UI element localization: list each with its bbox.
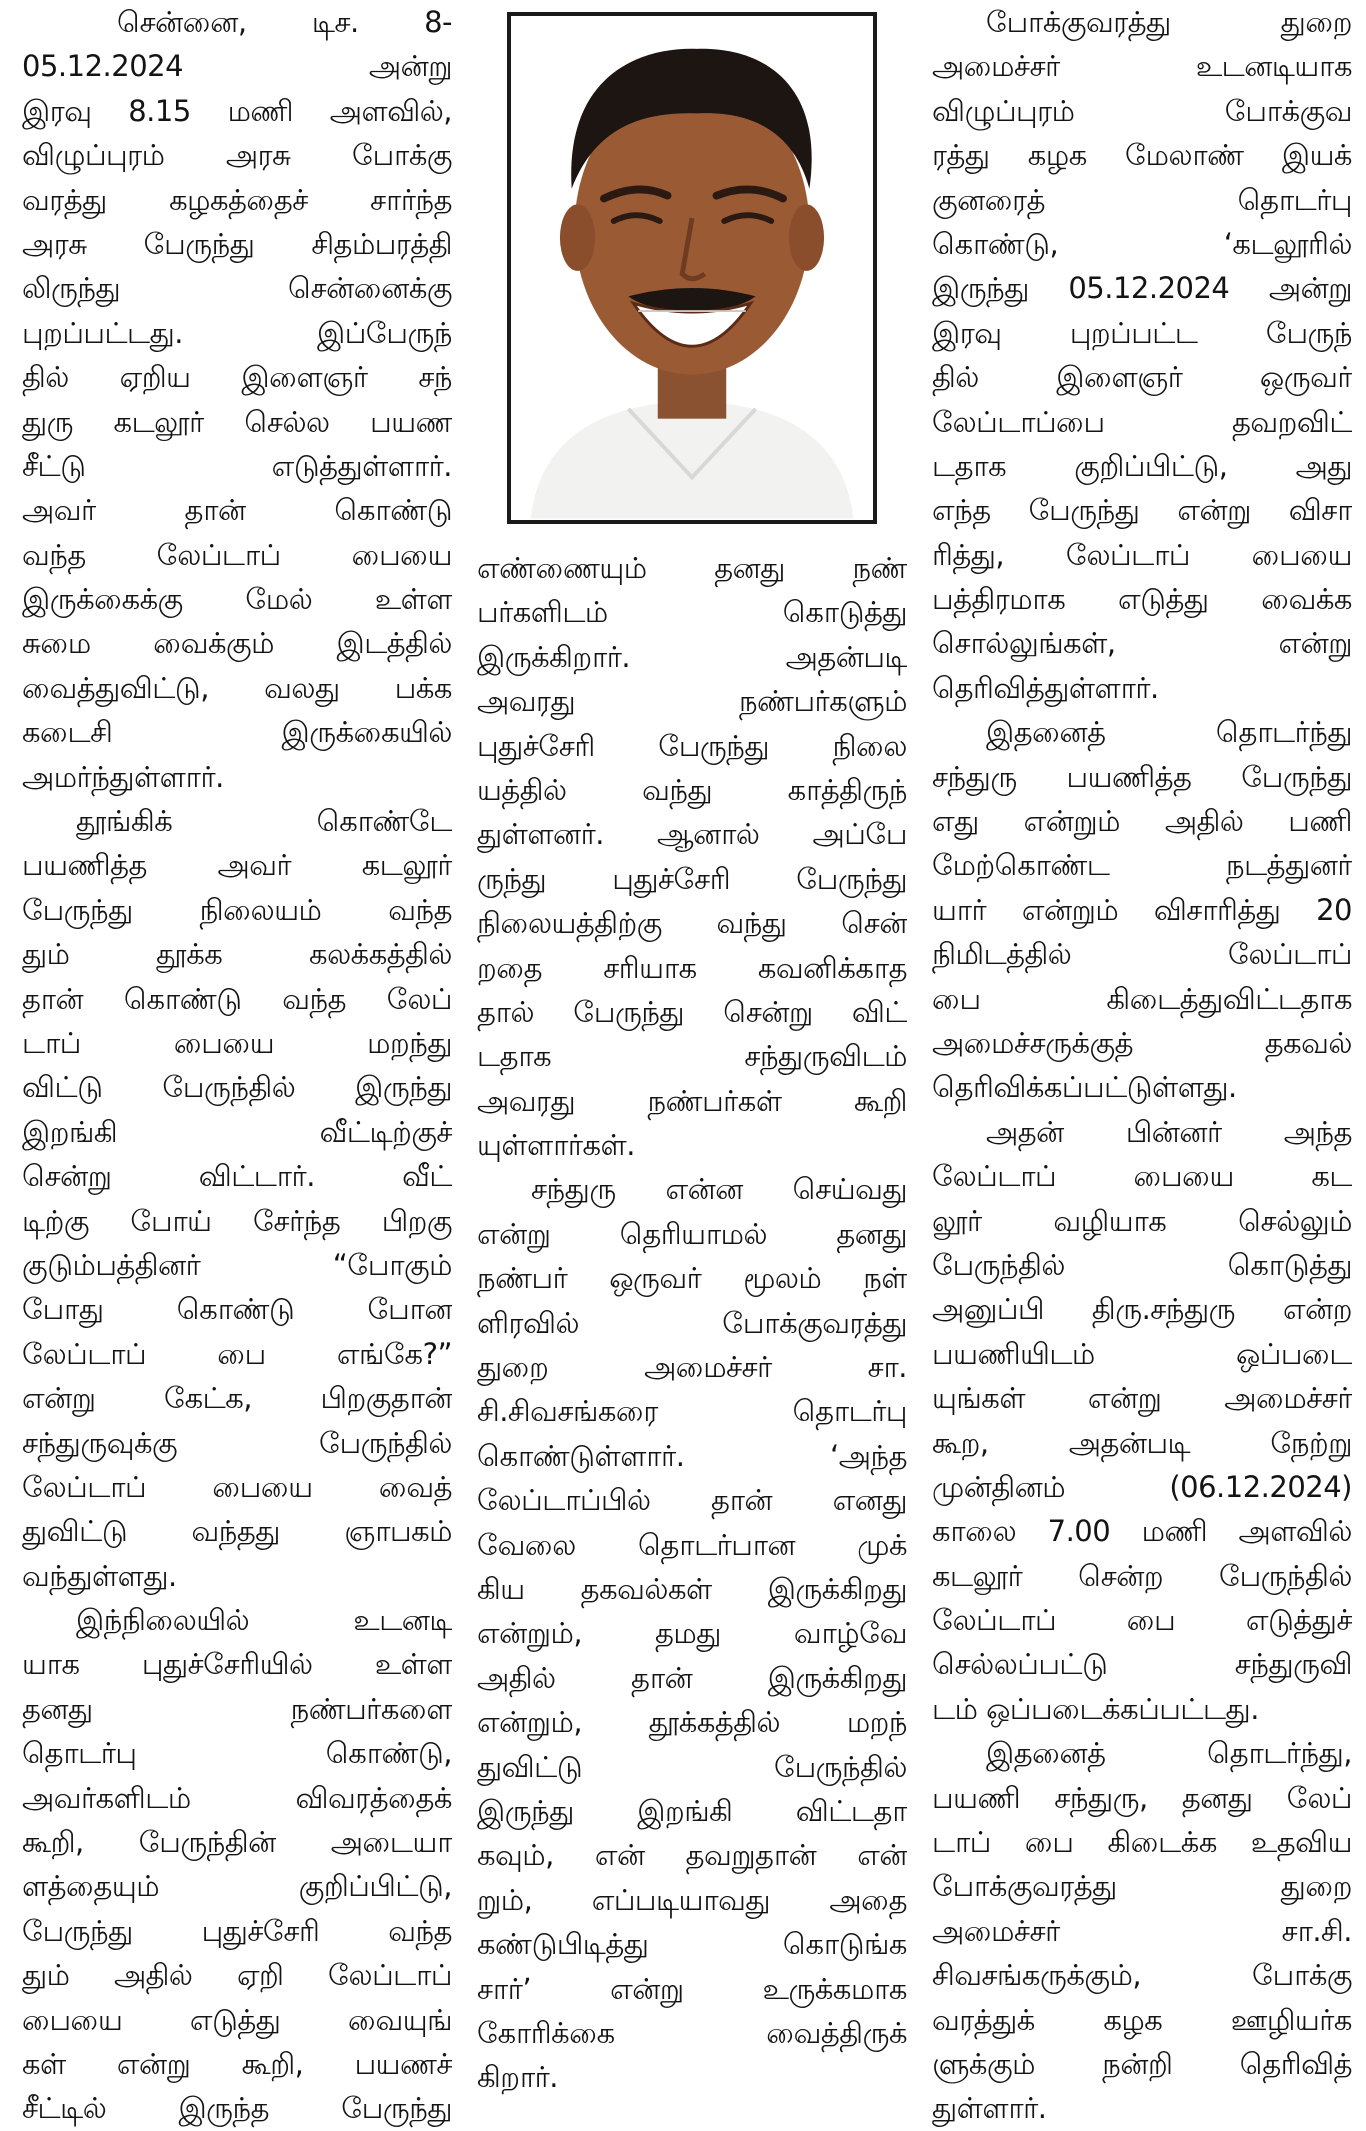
article-column-3: [932, 0, 1352, 2131]
article-text-line: பேருந்து நிலையம் வந்த: [22, 892, 452, 927]
article-text-line: ரத்து கழக மேலாண் இயக்: [932, 138, 1352, 173]
article-text-line: பேருந்தில் கொடுத்து: [932, 1247, 1352, 1282]
article-text-line: குடும்பத்தினர் “போகும்: [22, 1247, 452, 1282]
article-text-line: தால் பேருந்து சென்று விட்: [477, 994, 907, 1029]
article-text-line: தும் தூக்க கலக்கத்தில்: [22, 937, 452, 972]
article-text-line: பயணித்த அவர் கடலூர்: [22, 848, 452, 883]
article-text-line: கூறி, பேருந்தின் அடையா: [22, 1825, 452, 1860]
article-text-line: லூர் வழியாக செல்லும்: [932, 1203, 1352, 1238]
article-text-line: டதாக சந்துருவிடம்: [477, 1039, 907, 1074]
article-text-line: டதாக குறிப்பிட்டு, அது: [932, 448, 1352, 483]
article-text-line: கூற, அதன்படி நேற்று: [932, 1425, 1352, 1460]
article-text-line: துரு கடலூர் செல்ல பயண: [22, 404, 452, 439]
article-text-line: சிவசங்கருக்கும், போக்கு: [932, 1958, 1352, 1993]
article-text-line: துவிட்டு பேருந்தில்: [477, 1749, 907, 1784]
article-text-line: போக்குவரத்து துறை: [986, 5, 1352, 39]
article-text-line: தில் இளைஞர் ஒருவர்: [932, 360, 1352, 395]
article-text-line: ளிரவில் போக்குவரத்து: [477, 1305, 907, 1340]
portrait-illustration: [511, 16, 873, 520]
article-text-line: போது கொண்டு போன: [22, 1292, 452, 1327]
article-text-line: கள் என்று கூறி, பயணச்: [22, 2046, 452, 2081]
article-text-line: சென்று விட்டார். வீட்: [22, 1159, 452, 1194]
article-text-line: இருக்கிறார். அதன்படி: [477, 639, 907, 674]
article-text-line: சந்துரு என்ன செய்வது: [531, 1172, 907, 1207]
article-text-line: டாப் பையை மறந்து: [22, 1025, 452, 1060]
article-text-line: செல்லப்பட்டு சந்துருவி: [932, 1647, 1352, 1682]
article-text-line: போக்குவரத்து துறை: [932, 1869, 1352, 1904]
article-text-line: கிறார்.: [477, 2060, 559, 2095]
article-text-line: தான் கொண்டு வந்த லேப்: [22, 981, 452, 1016]
article-text-line: சுமை வைக்கும் இடத்தில்: [22, 626, 452, 661]
article-text-line: என்றும், தூக்கத்தில் மறந்: [477, 1705, 907, 1740]
article-text-line: கடலூர் சென்ற பேருந்தில்: [932, 1558, 1352, 1593]
article-text-line: இருந்து இறங்கி விட்டதா: [477, 1793, 907, 1828]
article-text-line: தெரிவித்துள்ளார்.: [932, 670, 1159, 705]
article-text-line: வரத்துக் கழக ஊழியர்க: [932, 2002, 1352, 2037]
article-text-line: விட்டு பேருந்தில் இருந்து: [22, 1070, 452, 1105]
article-text-line: டம் ஒப்படைக்கப்பட்டது.: [932, 1691, 1259, 1726]
article-text-line: 05.12.2024 அன்று: [22, 49, 452, 84]
article-text-line: மேற்கொண்ட நடத்துனர்: [932, 848, 1352, 883]
article-text-line: என்று தெரியாமல் தனது: [477, 1216, 907, 1251]
article-text-line: தூங்கிக் கொண்டே: [76, 804, 452, 839]
article-text-line: அனுப்பி திரு.சந்துரு என்ற: [932, 1292, 1352, 1327]
article-text-line: அமர்ந்துள்ளார்.: [22, 759, 224, 794]
article-text-line: இரவு புறப்பட்ட பேருந்: [932, 315, 1352, 350]
article-text-line: ளத்தையும் குறிப்பிட்டு,: [22, 1869, 452, 1904]
article-text-line: கொண்டுள்ளார். ‘அந்த: [477, 1438, 907, 1473]
article-text-line: துள்ளனர். ஆனால் அப்பே: [477, 817, 907, 852]
article-text-line: புதுச்சேரி பேருந்து நிலை: [477, 728, 907, 763]
article-text-line: பயணி சந்துரு, தனது லேப்: [932, 1780, 1352, 1815]
article-text-line: தில் ஏறிய இளைஞர் சந்: [22, 360, 452, 395]
article-text-line: கோரிக்கை வைத்திருக்: [477, 2015, 907, 2050]
article-text-line: றதை சரியாக கவனிக்காத: [477, 950, 907, 985]
article-text-line: இறங்கி வீட்டிற்குச்: [22, 1114, 452, 1149]
article-text-line: கிய தகவல்கள் இருக்கிறது: [477, 1571, 907, 1606]
article-text-line: பையை எடுத்து வையுங்: [22, 2002, 452, 2037]
article-text-line: பை கிடைத்துவிட்டதாக: [932, 981, 1352, 1016]
article-text-line: அதில் தான் இருக்கிறது: [477, 1660, 907, 1695]
article-text-line: சி.சிவசங்கரை தொடர்பு: [477, 1394, 907, 1429]
article-text-line: நிமிடத்தில் லேப்டாப்: [932, 937, 1352, 972]
article-text-line: தொடர்பு கொண்டு,: [22, 1736, 452, 1771]
article-text-line: டாப் பை கிடைக்க உதவிய: [932, 1825, 1352, 1860]
article-text-line: எந்த பேருந்து என்று விசா: [932, 493, 1352, 528]
article-text-line: தனது நண்பர்களை: [22, 1691, 452, 1726]
article-text-line: இதனைத் தொடர்ந்து: [986, 715, 1352, 750]
article-text-line: துள்ளார்.: [932, 2091, 1047, 2126]
article-text-line: இரவு 8.15 மணி அளவில்,: [22, 93, 452, 128]
article-text-line: விழுப்புரம் போக்குவ: [932, 93, 1352, 128]
article-text-line: வரத்து கழகத்தைச் சார்ந்த: [22, 182, 452, 217]
article-text-line: சீட்டு எடுத்துள்ளார்.: [22, 448, 452, 483]
article-text-line: யுள்ளார்கள்.: [477, 1128, 635, 1163]
article-text-line: அவரது நண்பர்களும்: [477, 684, 907, 719]
article-text-line: அவரது நண்பர்கள் கூறி: [477, 1083, 907, 1118]
article-text-line: தெரிவிக்கப்பட்டுள்ளது.: [932, 1070, 1237, 1105]
article-text-line: கடைசி இருக்கையில்: [22, 715, 452, 750]
article-text-line: லேப்டாப்பை தவறவிட்: [932, 404, 1352, 439]
article-text-line: யாக புதுச்சேரியில் உள்ள: [22, 1647, 452, 1682]
article-text-line: அவர் தான் கொண்டு: [22, 493, 452, 528]
article-text-line: நண்பர் ஒருவர் மூலம் நள்: [477, 1261, 907, 1296]
article-text-line: அவர்களிடம் விவரத்தைக்: [22, 1780, 452, 1815]
article-text-line: என்று கேட்க, பிறகுதான்: [22, 1381, 452, 1416]
article-text-line: யுங்கள் என்று அமைச்சர்: [932, 1381, 1352, 1416]
article-text-line: வேலை தொடர்பான முக்: [477, 1527, 907, 1562]
article-text-line: ளுக்கும் நன்றி தெரிவித்: [932, 2046, 1352, 2081]
article-text-line: லேப்டாப்பில் தான் எனது: [477, 1483, 907, 1518]
article-text-line: அமைச்சர் உடனடியாக: [932, 49, 1352, 84]
article-text-line: விழுப்புரம் அரசு போக்கு: [22, 138, 452, 173]
article-text-line: கொண்டு, ‘கடலூரில்: [932, 226, 1352, 261]
article-text-line: சந்துரு பயணித்த பேருந்து: [932, 759, 1352, 794]
article-text-line: லேப்டாப் பையை வைத்: [22, 1469, 452, 1504]
article-text-line: அதன் பின்னர் அந்த: [986, 1114, 1352, 1149]
article-text-line: பர்களிடம் கொடுத்து: [477, 595, 907, 630]
article-text-line: வந்த லேப்டாப் பையை: [22, 537, 452, 572]
article-text-line: அரசு பேருந்து சிதம்பரத்தி: [22, 226, 452, 261]
article-text-line: எது என்றும் அதில் பணி: [932, 804, 1352, 839]
article-text-line: சார்’ என்று உருக்கமாக: [477, 1971, 907, 2006]
article-text-line: என்றும், தமது வாழ்வே: [477, 1616, 907, 1651]
article-text-line: லேப்டாப் பையை கட: [932, 1159, 1352, 1194]
article-text-line: இருந்து 05.12.2024 அன்று: [932, 271, 1352, 306]
article-text-line: சீட்டில் இருந்த பேருந்து: [22, 2091, 452, 2126]
article-text-line: யார் என்றும் விசாரித்து 20: [932, 892, 1352, 927]
article-text-line: சொல்லுங்கள், என்று: [932, 626, 1352, 661]
article-text-line: பேருந்து புதுச்சேரி வந்த: [22, 1913, 452, 1948]
article-text-line: லேப்டாப் பை எங்கே?”: [22, 1336, 452, 1371]
article-text-line: வந்துள்ளது.: [22, 1558, 177, 1593]
article-text-line: ருந்து புதுச்சேரி பேருந்து: [477, 861, 907, 896]
article-text-line: புறப்பட்டது. இப்பேருந்: [22, 315, 452, 350]
article-text-line: இந்நிலையில் உடனடி: [76, 1603, 452, 1638]
article-text-line: வைத்துவிட்டு, வலது பக்க: [22, 670, 452, 705]
article-text-line: அமைச்சர் சா.சி.: [932, 1913, 1352, 1948]
article-text-line: கவும், என் தவறுதான் என்: [477, 1838, 907, 1873]
article-text-line: காலை 7.00 மணி அளவில்: [932, 1514, 1352, 1549]
article-text-line: டிற்கு போய் சேர்ந்த பிறகு: [22, 1203, 452, 1238]
article-column-1: [22, 0, 452, 2131]
article-text-line: கண்டுபிடித்து கொடுங்க: [477, 1927, 907, 1962]
article-text-line: முன்தினம் (06.12.2024): [932, 1469, 1352, 1504]
article-text-line: லிருந்து சென்னைக்கு: [22, 271, 452, 306]
article-text-line: யத்தில் வந்து காத்திருந்: [477, 772, 907, 807]
article-column-2: [477, 546, 907, 2100]
minister-portrait-photo: [507, 12, 877, 524]
article-text-line: குனரைத் தொடர்பு: [932, 182, 1352, 217]
article-text-line: இதனைத் தொடர்ந்து,: [986, 1736, 1352, 1771]
article-text-line: பயணியிடம் ஒப்படை: [932, 1336, 1352, 1371]
article-text-line: சென்னை, டிச. 8-: [117, 5, 452, 39]
article-text-line: லேப்டாப் பை எடுத்துச்: [932, 1603, 1352, 1638]
article-text-line: ரித்து, லேப்டாப் பையை: [932, 537, 1352, 572]
article-text-line: பத்திரமாக எடுத்து வைக்க: [932, 582, 1352, 617]
article-text-line: றும், எப்படியாவது அதை: [477, 1882, 907, 1917]
article-text-line: அமைச்சருக்குத் தகவல்: [932, 1025, 1352, 1060]
article-text-line: இருக்கைக்கு மேல் உள்ள: [22, 582, 452, 617]
article-text-line: துறை அமைச்சர் சா.: [477, 1350, 907, 1385]
article-text-line: எண்ணையும் தனது நண்: [477, 551, 907, 585]
article-text-line: சந்துருவுக்கு பேருந்தில்: [22, 1425, 452, 1460]
article-text-line: தும் அதில் ஏறி லேப்டாப்: [22, 1958, 452, 1993]
article-text-line: துவிட்டு வந்தது ஞாபகம்: [22, 1514, 452, 1549]
article-text-line: நிலையத்திற்கு வந்து சென்: [477, 906, 907, 941]
